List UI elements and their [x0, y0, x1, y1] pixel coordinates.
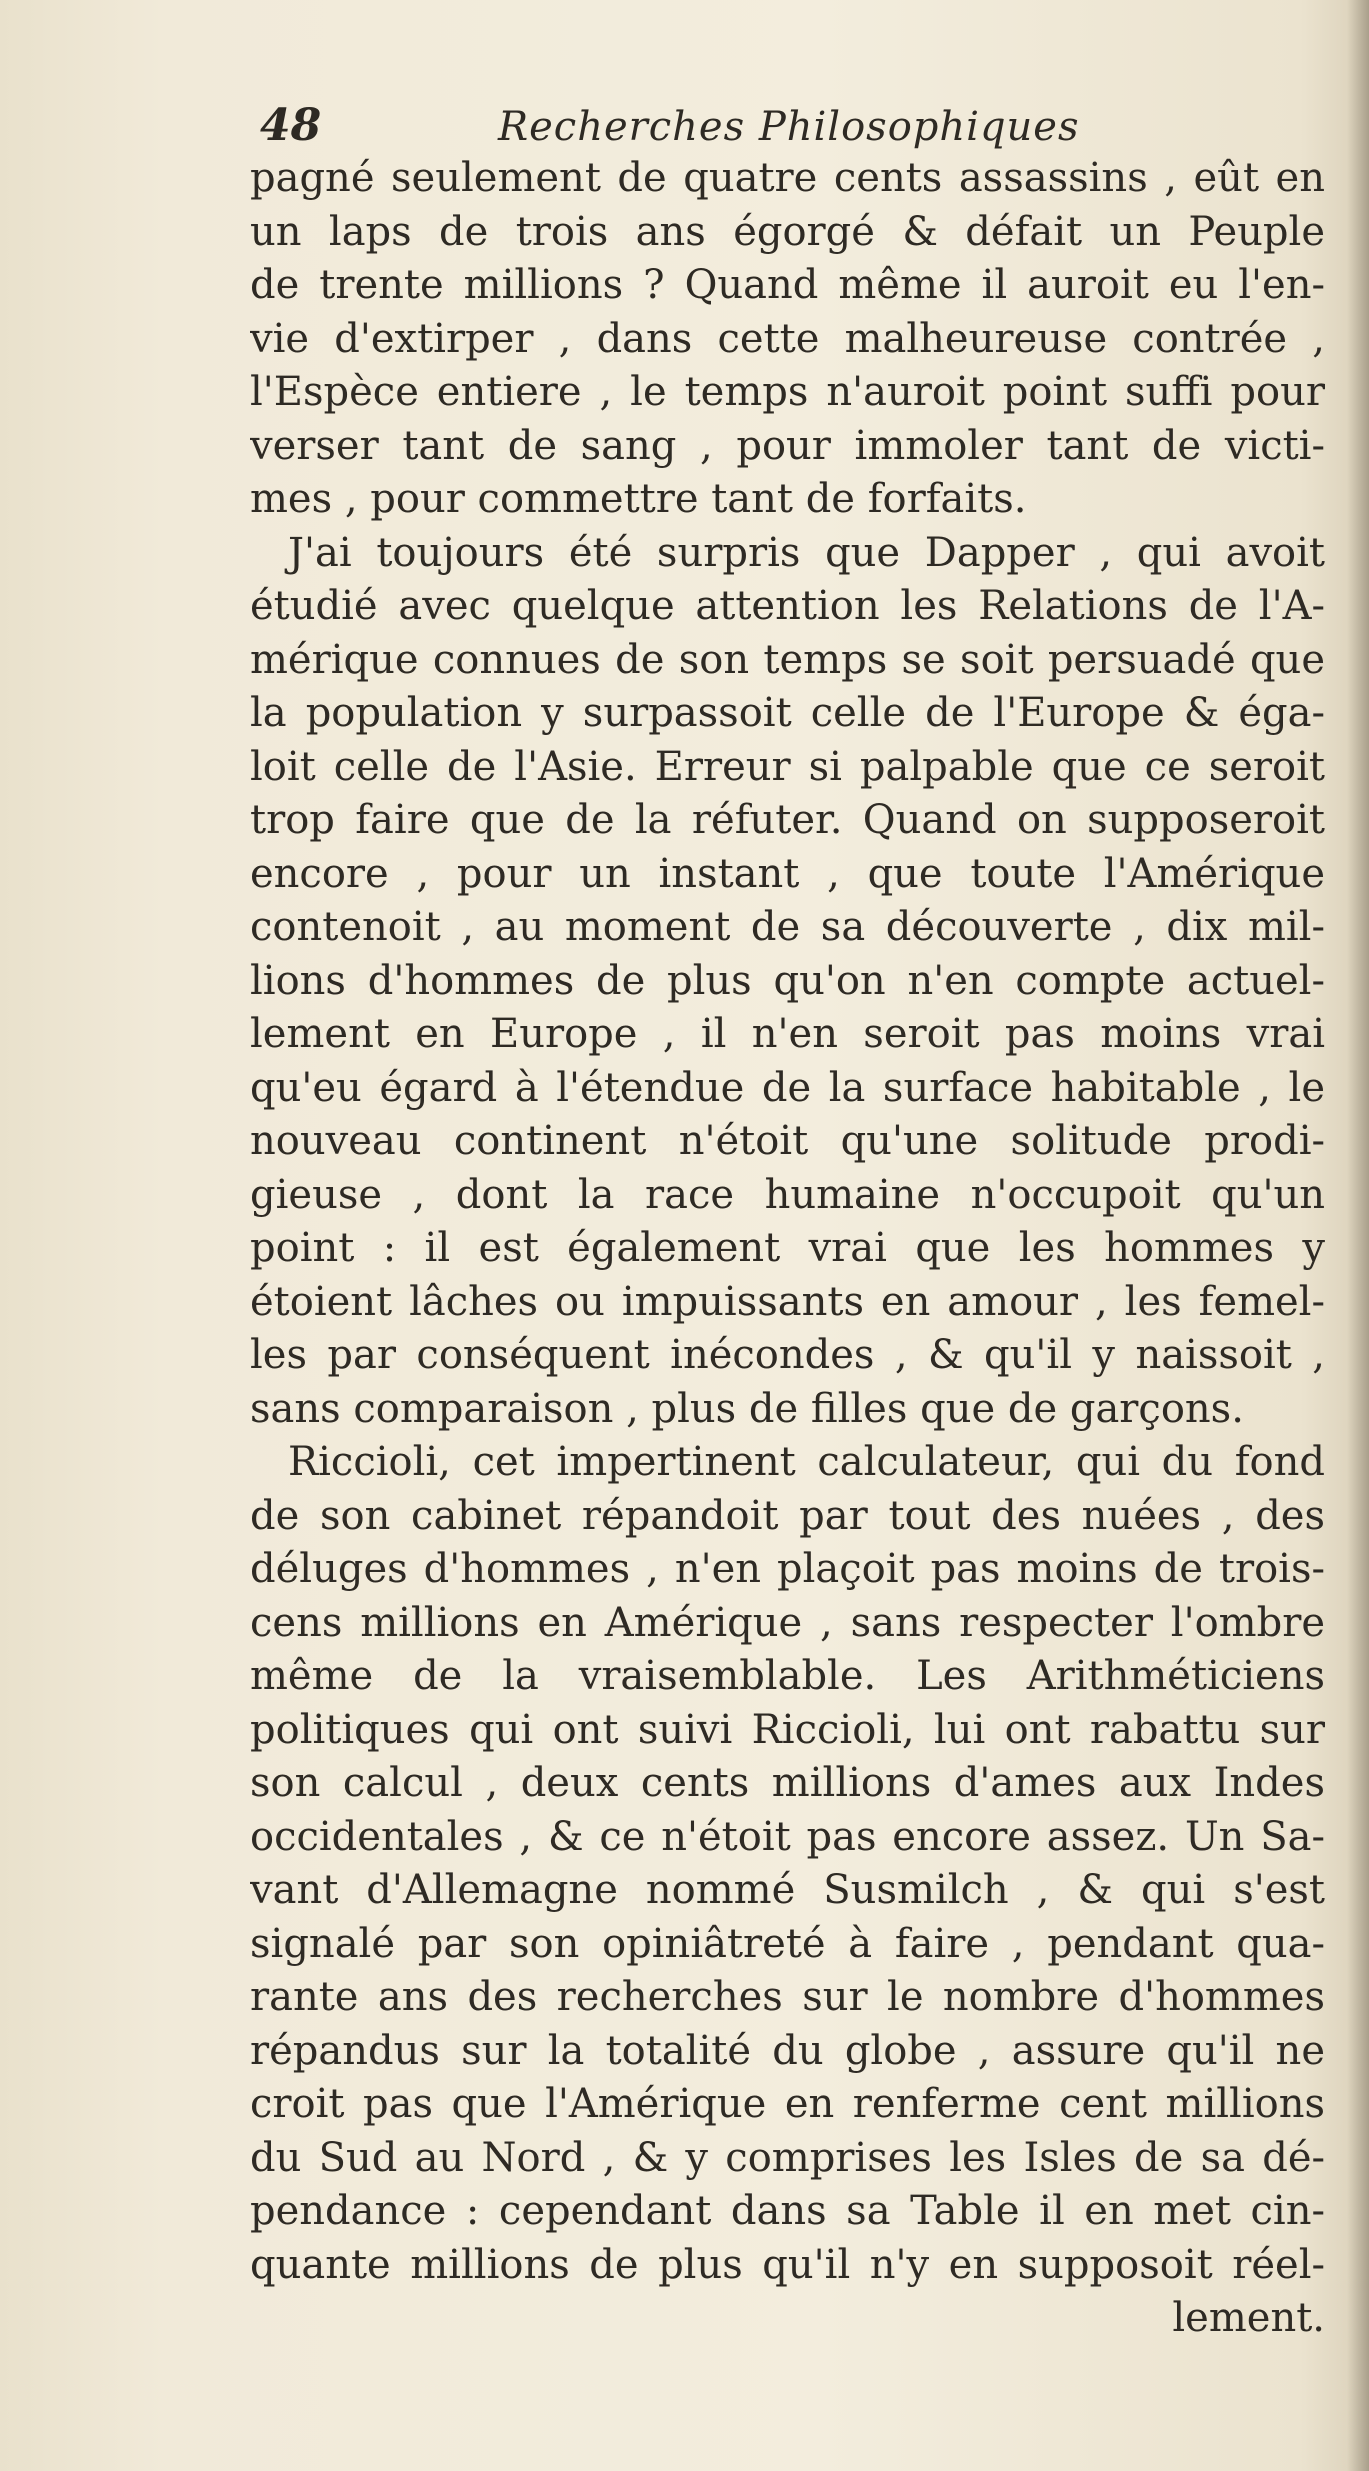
text-line: verser tant de sang , pour immoler tant de victi-: [250, 422, 1325, 469]
text-line: les par conséquent inécondes , & qu'il y naissoit ,: [250, 1332, 1325, 1378]
text-line: rante ans des recherches sur le nombre d'hommes: [250, 1974, 1325, 2020]
text-line: répandus sur la totalité du globe , assure qu'il ne: [250, 2027, 1325, 2074]
text-line: lement en Europe , il n'en seroit pas moins vrai: [250, 1011, 1325, 1057]
text-line: pagné seulement de quatre cents assassins , eût en: [250, 155, 1325, 201]
text-line: même de la vraisemblable. Les Arithméticiens: [250, 1653, 1325, 1699]
text-line: vie d'extirper , dans cette malheureuse contrée ,: [250, 315, 1325, 362]
text-line: occidentales , & ce n'étoit pas encore assez. Un Sa-: [250, 1813, 1325, 1860]
text-line: politiques qui ont suivi Riccioli, lui ont rabattu sur: [250, 1706, 1325, 1753]
text-line: déluges d'hommes , n'en plaçoit pas moins de trois-: [250, 1546, 1325, 1592]
text-line: la population y surpassoit celle de l'Europe & éga-: [250, 690, 1325, 736]
running-title: Recherches Philosophiques: [498, 104, 1080, 150]
text-line: loit celle de l'Asie. Erreur si palpable que ce seroit: [250, 743, 1325, 790]
body-text: [250, 152, 1325, 2346]
text-line: mérique connues de son temps se soit persuadé que: [250, 636, 1325, 683]
text-line: Riccioli, cet impertinent calculateur, qui du fond: [288, 1439, 1325, 1485]
text-line: un laps de trois ans égorgé & défait un Peuple: [250, 208, 1325, 255]
text-line: trop faire que de la réfuter. Quand on supposeroit: [250, 797, 1325, 843]
text-line: lement.: [1172, 2295, 1325, 2341]
text-line: l'Espèce entiere , le temps n'auroit point suffi pour: [250, 369, 1325, 415]
text-line: nouveau continent n'étoit qu'une solitude prodi-: [250, 1118, 1325, 1164]
text-line: encore , pour un instant , que toute l'Amérique: [250, 850, 1325, 897]
text-line: étudié avec quelque attention les Relations de l'A-: [250, 583, 1325, 629]
text-line: du Sud au Nord , & y comprises les Isles de sa dé-: [250, 2134, 1325, 2181]
text-line: pendance : cependant dans sa Table il en met cin-: [250, 2188, 1325, 2234]
text-line: de son cabinet répandoit par tout des nuées , des: [250, 1492, 1325, 1539]
text-line: croit pas que l'Amérique en renferme cent millions: [250, 2081, 1325, 2127]
text-line: J'ai toujours été surpris que Dapper , qui avoit: [288, 529, 1325, 576]
text-line: sans comparaison , plus de filles que de garçons.: [250, 1385, 1244, 1432]
text-line: de trente millions ? Quand même il auroit eu l'en-: [250, 262, 1325, 308]
text-line: étoient lâches ou impuissants en amour , les femel-: [250, 1278, 1325, 1325]
text-line: quante millions de plus qu'il n'y en supposoit réel-: [250, 2241, 1325, 2288]
page-number: 48: [260, 100, 322, 151]
text-line: mes , pour commettre tant de forfaits.: [250, 476, 1027, 522]
text-line: qu'eu égard à l'étendue de la surface habitable , le: [250, 1064, 1325, 1111]
page-edge-shadow: [1347, 0, 1369, 2471]
text-line: gieuse , dont la race humaine n'occupoit qu'un: [250, 1171, 1325, 1218]
text-line: point : il est également vrai que les hommes y: [250, 1225, 1325, 1271]
text-line: contenoit , au moment de sa découverte , dix mil-: [250, 904, 1325, 950]
page-header: [260, 100, 1320, 160]
text-line: son calcul , deux cents millions d'ames aux Indes: [250, 1760, 1325, 1806]
text-line: signalé par son opiniâtreté à faire , pendant qua-: [250, 1920, 1325, 1967]
text-line: cens millions en Amérique , sans respecter l'ombre: [250, 1599, 1325, 1646]
text-line: lions d'hommes de plus qu'on n'en compte actuel-: [250, 957, 1325, 1004]
text-line: vant d'Allemagne nommé Susmilch , & qui s'est: [250, 1867, 1325, 1913]
